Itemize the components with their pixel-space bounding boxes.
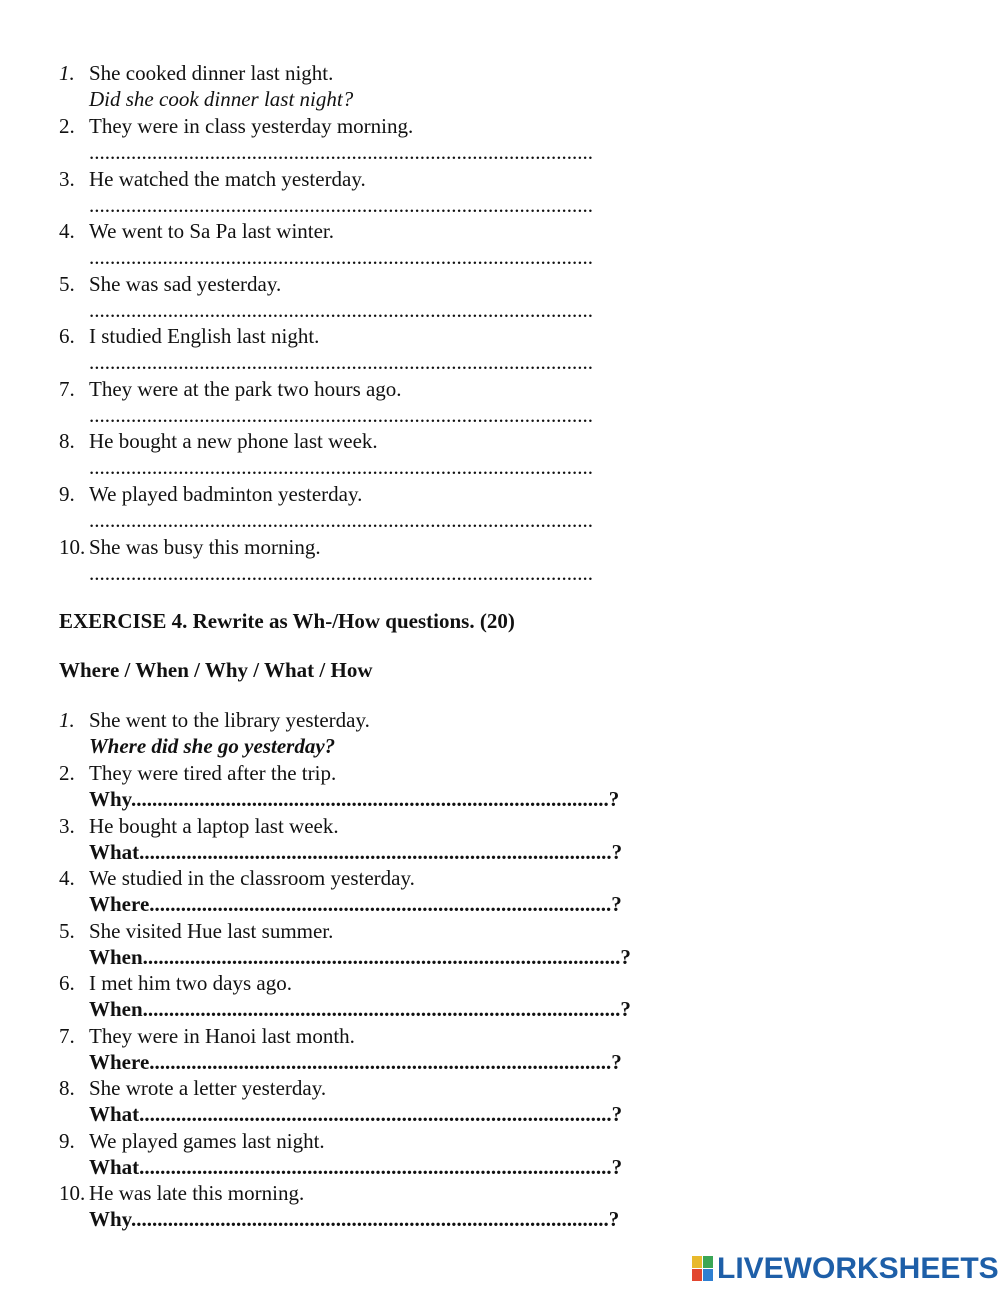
item-number: 6. bbox=[59, 971, 75, 995]
answer-blank[interactable]: What..........................................................................................? bbox=[89, 1102, 623, 1126]
item-sentence: He was late this morning. bbox=[89, 1181, 305, 1205]
liveworksheets-logo bbox=[692, 1254, 999, 1284]
item-sentence: We played games last night. bbox=[89, 1129, 325, 1153]
answer-blank[interactable]: What..........................................................................................? bbox=[89, 840, 623, 864]
logo-text: LIVEWORKSHEETS bbox=[717, 1252, 999, 1285]
answer-blank[interactable]: Why...........................................................................................? bbox=[89, 787, 620, 811]
answer-blank[interactable]: ................................................................................................ bbox=[89, 508, 593, 532]
answer-blank[interactable]: ................................................................................................ bbox=[89, 245, 593, 269]
exercise-4-title: EXERCISE 4. Rewrite as Wh-/How questions. (20) bbox=[59, 609, 515, 633]
liveworksheets-logo-icon bbox=[692, 1256, 714, 1282]
item-number: 1. bbox=[59, 61, 75, 85]
item-number: 6. bbox=[59, 324, 75, 348]
example-answer: Where did she go yesterday? bbox=[89, 734, 336, 758]
answer-blank[interactable]: ................................................................................................ bbox=[89, 350, 593, 374]
answer-blank[interactable]: ................................................................................................ bbox=[89, 140, 593, 164]
item-number: 4. bbox=[59, 219, 75, 243]
answer-blank[interactable]: ................................................................................................ bbox=[89, 403, 593, 427]
answer-blank[interactable]: Where........................................................................................? bbox=[89, 1050, 622, 1074]
item-sentence: They were in Hanoi last month. bbox=[89, 1024, 355, 1048]
item-sentence: He watched the match yesterday. bbox=[89, 167, 366, 191]
answer-blank[interactable]: Where........................................................................................? bbox=[89, 892, 622, 916]
item-number: 7. bbox=[59, 377, 75, 401]
item-sentence: She was sad yesterday. bbox=[89, 272, 282, 296]
item-sentence: I studied English last night. bbox=[89, 324, 320, 348]
item-sentence: We went to Sa Pa last winter. bbox=[89, 219, 335, 243]
item-sentence: We played badminton yesterday. bbox=[89, 482, 363, 506]
item-number: 8. bbox=[59, 429, 75, 453]
answer-blank[interactable]: ................................................................................................ bbox=[89, 455, 593, 479]
item-sentence: She was busy this morning. bbox=[89, 535, 321, 559]
item-sentence: They were tired after the trip. bbox=[89, 761, 337, 785]
exercise-4-wordbank: Where / When / Why / What / How bbox=[59, 658, 373, 682]
item-sentence: He bought a new phone last week. bbox=[89, 429, 378, 453]
answer-blank[interactable]: Why...........................................................................................? bbox=[89, 1207, 620, 1231]
answer-blank[interactable]: When...........................................................................................? bbox=[89, 945, 631, 969]
item-number: 9. bbox=[59, 1129, 75, 1153]
item-number: 5. bbox=[59, 919, 75, 943]
item-sentence: She cooked dinner last night. bbox=[89, 61, 334, 85]
item-sentence: She wrote a letter yesterday. bbox=[89, 1076, 327, 1100]
item-sentence: He bought a laptop last week. bbox=[89, 814, 339, 838]
item-number: 5. bbox=[59, 272, 75, 296]
item-sentence: They were in class yesterday morning. bbox=[89, 114, 414, 138]
item-number: 1. bbox=[59, 708, 75, 732]
item-number: 3. bbox=[59, 167, 75, 191]
answer-blank[interactable]: ................................................................................................ bbox=[89, 193, 593, 217]
item-sentence: She went to the library yesterday. bbox=[89, 708, 370, 732]
item-sentence: She visited Hue last summer. bbox=[89, 919, 334, 943]
item-number: 4. bbox=[59, 866, 75, 890]
item-number: 3. bbox=[59, 814, 75, 838]
item-number: 7. bbox=[59, 1024, 75, 1048]
item-number: 9. bbox=[59, 482, 75, 506]
answer-blank[interactable]: ................................................................................................ bbox=[89, 298, 593, 322]
answer-blank[interactable]: ................................................................................................ bbox=[89, 561, 593, 585]
item-number: 10. bbox=[59, 1181, 86, 1205]
answer-blank[interactable]: What..........................................................................................? bbox=[89, 1155, 623, 1179]
example-answer: Did she cook dinner last night? bbox=[89, 87, 354, 111]
item-sentence: They were at the park two hours ago. bbox=[89, 377, 402, 401]
answer-blank[interactable]: When...........................................................................................? bbox=[89, 997, 631, 1021]
item-number: 2. bbox=[59, 761, 75, 785]
item-sentence: We studied in the classroom yesterday. bbox=[89, 866, 415, 890]
item-sentence: I met him two days ago. bbox=[89, 971, 292, 995]
item-number: 2. bbox=[59, 114, 75, 138]
item-number: 8. bbox=[59, 1076, 75, 1100]
item-number: 10. bbox=[59, 535, 86, 559]
